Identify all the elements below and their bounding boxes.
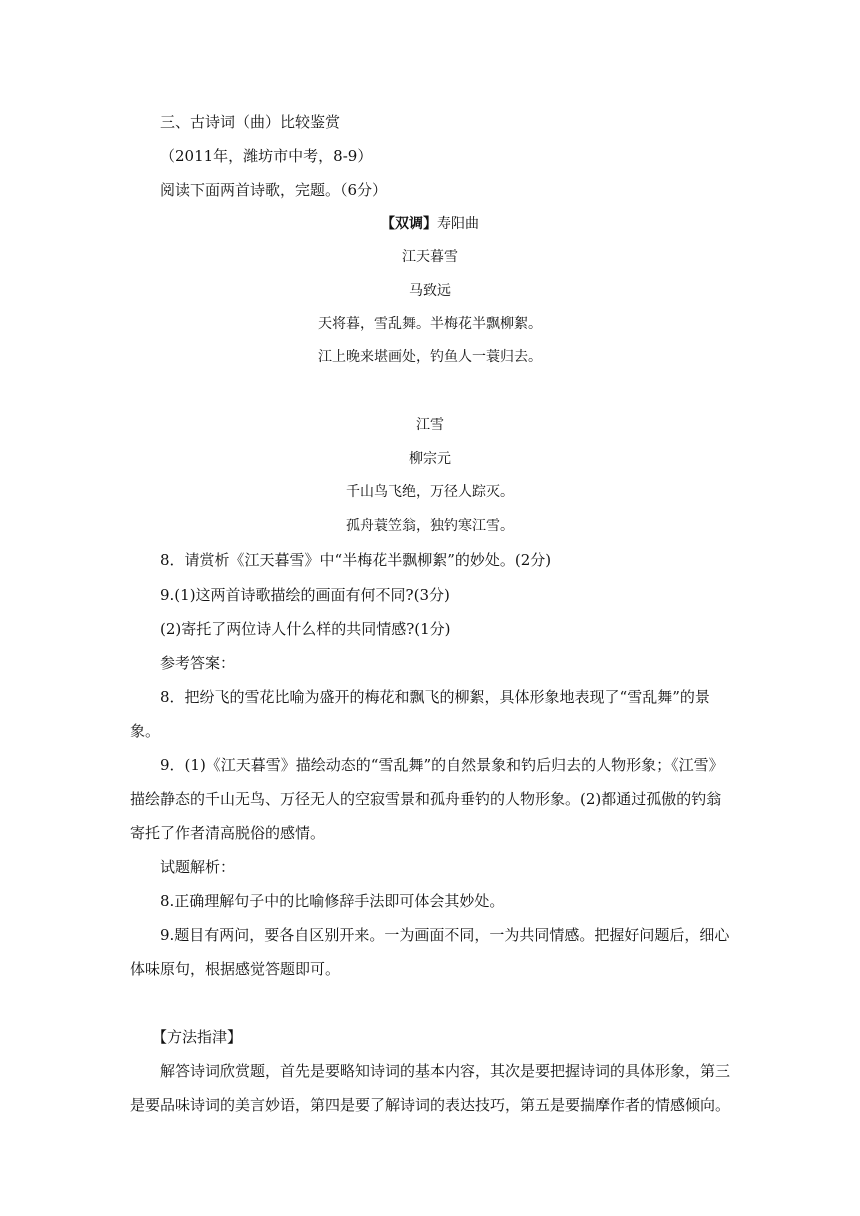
poem1-line-1: 天将暮，雪乱舞。半梅花半飘柳絮。 bbox=[318, 316, 542, 332]
instruction-text: 阅读下面两首诗歌，完题。（6分） bbox=[160, 181, 388, 199]
analysis-8: 8.正确理解句子中的比喻修辞手法即可体会其妙处。 bbox=[160, 892, 505, 910]
question-8: 8．请赏析《江天暮雪》中“半梅花半飘柳絮”的妙处。(2分) bbox=[160, 551, 552, 569]
answer-8-line-1: 8．把纷飞的雪花比喻为盛开的梅花和飘飞的柳絮，具体形象地表现了“雪乱舞”的景 bbox=[160, 688, 710, 706]
poem1-title: 江天暮雪 bbox=[402, 249, 458, 265]
poem2-author: 柳宗元 bbox=[409, 451, 451, 467]
question-source: （2011年，潍坊市中考，8-9） bbox=[160, 147, 373, 165]
question-9-part-1: 9.(1)这两首诗歌描绘的画面有何不同?(3分) bbox=[160, 586, 450, 604]
analysis-9-line-2: 体味原句，根据感觉答题即可。 bbox=[130, 960, 341, 978]
poem1-line-2: 江上晚来堪画处，钓鱼人一蓑归去。 bbox=[318, 349, 542, 365]
question-9-part-2: (2)寄托了两位诗人什么样的共同情感?(1分) bbox=[160, 620, 451, 638]
answers-heading: 参考答案： bbox=[160, 654, 236, 672]
answer-8-line-2: 象。 bbox=[130, 722, 161, 740]
answer-9-line-2: 描绘静态的千山无鸟、万径无人的空寂雪景和孤舟垂钓的人物形象。(2)都通过孤傲的钓翁 bbox=[130, 790, 722, 808]
poem1-qupai-name: 寿阳曲 bbox=[437, 216, 479, 232]
section-title: 三、古诗词（曲）比较鉴赏 bbox=[160, 113, 341, 131]
poem2-line-1: 千山鸟飞绝，万径人踪灭。 bbox=[346, 484, 514, 500]
poem2-title: 江雪 bbox=[416, 417, 444, 433]
analysis-heading: 试题解析： bbox=[160, 858, 236, 876]
method-line-2: 是要品味诗词的美言妙语，第四是要了解诗词的表达技巧，第五是要揣摩作者的情感倾向。 bbox=[130, 1096, 731, 1114]
poem1-qupai-bracket: 【双调】 bbox=[381, 216, 437, 232]
answer-9-line-3: 寄托了作者清高脱俗的感情。 bbox=[130, 824, 326, 842]
method-line-1: 解答诗词欣赏题，首先是要略知诗词的基本内容，其次是要把握诗词的具体形象，第三 bbox=[160, 1062, 731, 1080]
analysis-9-line-1: 9.题目有两问，要各自区别开来。一为画面不同，一为共同情感。把握好问题后，细心 bbox=[160, 926, 730, 944]
poem1-author: 马致远 bbox=[409, 283, 451, 299]
answer-9-line-1: 9．(1)《江天暮雪》描绘动态的“雪乱舞”的自然景象和钓后归去的人物形象；《江雪》 bbox=[160, 756, 724, 774]
method-heading: 【方法指津】 bbox=[152, 1028, 243, 1046]
poem2-line-2: 孤舟蓑笠翁，独钓寒江雪。 bbox=[346, 518, 514, 534]
poem1-qupai bbox=[0, 213, 860, 235]
